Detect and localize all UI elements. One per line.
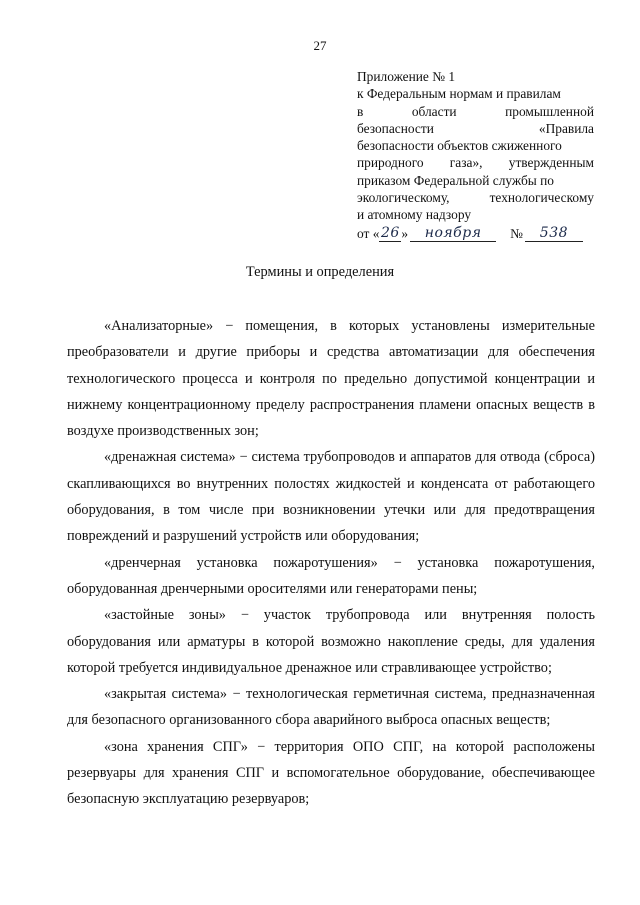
appendix-line-3: безопасности «Правила bbox=[357, 120, 594, 136]
section-heading: Термины и определения bbox=[245, 264, 395, 280]
appendix-line-8: и атомному надзору bbox=[357, 207, 472, 223]
definition-paragraph: «Анализаторные» − помещения, в которых установлены измерительные преобразователи и другие приборы и средства автоматизации для обеспечения технологического процесса и контроля по предельно допустимой концентрации и нижнему концентрационному пределу распространения пламени опасных веществ в воздухе производственных зон; bbox=[67, 318, 595, 440]
number-prefix: № bbox=[510, 225, 523, 241]
definition-paragraph: «дренажная система» − система трубопроводов и аппаратов для отвода (сброса) скапливающихся во внутренних полостях жидкостей и конденсата от работающего оборудования, в том числе при возникновении утечки или для предотвращения повреждений и разрушений устройств или оборудования; bbox=[67, 449, 595, 545]
date-month-handwritten: ноября bbox=[410, 226, 496, 242]
appendix-block bbox=[357, 68, 594, 242]
appendix-line-4: безопасности объектов сжиженного bbox=[357, 138, 562, 154]
order-number-handwritten: 538 bbox=[525, 226, 583, 242]
definitions-body bbox=[67, 313, 595, 813]
appendix-line-7: экологическому, технологическому bbox=[357, 190, 594, 206]
date-day-handwritten: 26 bbox=[381, 224, 400, 241]
page-number: 27 bbox=[313, 38, 327, 53]
definition-paragraph: «застойные зоны» − участок трубопровода или внутренняя полость оборудования или арматуры в которой возможно накопление среды, для удаления которой требуется индивидуальное дренажное или стравливающее устройство; bbox=[67, 607, 595, 676]
definition-paragraph: «закрытая система» − технологическая герметичная система, предназначенная для безопасного организованного сбора аварийного выброса опасных веществ; bbox=[67, 686, 595, 729]
date-close-quote: » bbox=[401, 225, 409, 241]
appendix-line-2: в области промышленной bbox=[357, 103, 594, 119]
definition-paragraph: «зона хранения СПГ» − территория ОПО СПГ, на которой расположены резервуары для хранения СПГ и вспомогательное оборудование, обеспечивающее безопасную эксплуатацию резервуаров; bbox=[67, 738, 595, 808]
appendix-line-5: природного газа», утвержденным bbox=[357, 155, 594, 171]
appendix-line-6: приказом Федеральной службы по bbox=[357, 172, 555, 188]
appendix-line-1: к Федеральным нормам и правилам bbox=[357, 86, 561, 102]
date-prefix: от « bbox=[357, 225, 380, 241]
order-date-number-row bbox=[357, 225, 594, 242]
definition-paragraph: «дренчерная установка пожаротушения» − установка пожаротушения, оборудованная дренчерными оросителями или генераторами пены; bbox=[67, 554, 595, 597]
appendix-title: Приложение № 1 bbox=[357, 69, 456, 84]
